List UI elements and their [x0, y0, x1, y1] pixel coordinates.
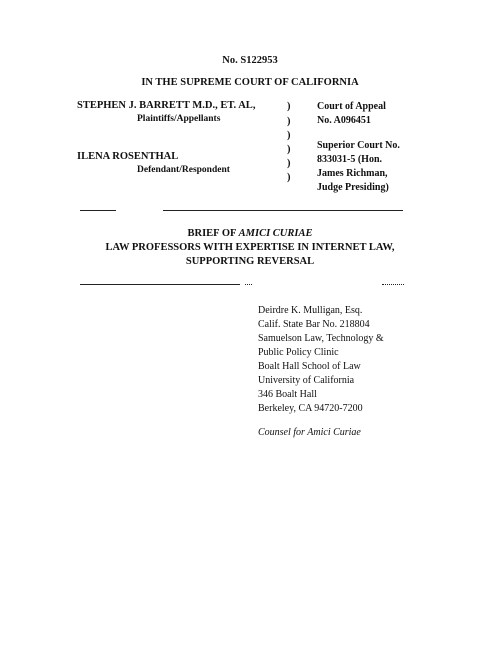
plaintiff-role: Plaintiffs/Appellants [137, 114, 221, 124]
brief-title-prefix: BRIEF OF [187, 228, 239, 239]
superior-court-line-3: James Richman, [317, 168, 388, 179]
court-of-appeal-number: No. A096451 [317, 115, 371, 126]
rule-lower-right [382, 284, 404, 285]
superior-court-line-2: 833031-5 (Hon. [317, 154, 382, 165]
case-number: No. S122953 [222, 55, 278, 66]
brief-title-amici: AMICI CURIAE [238, 228, 313, 239]
counsel-line-8: Berkeley, CA 94720-7200 [258, 403, 363, 414]
counsel-line-5: Boalt Hall School of Law [258, 361, 361, 372]
court-name: IN THE SUPREME COURT OF CALIFORNIA [141, 77, 359, 88]
defendant-role: Defendant/Respondent [137, 165, 230, 175]
paren-2: ) [287, 116, 291, 127]
counsel-line-6: University of California [258, 375, 355, 386]
plaintiff-name: STEPHEN J. BARRETT M.D., ET. AL, [77, 100, 256, 111]
counsel-line-3: Samuelson Law, Technology & [258, 333, 384, 344]
paren-4: ) [287, 144, 291, 155]
counsel-line-2: Calif. State Bar No. 218804 [258, 319, 370, 330]
counsel-for: Counsel for Amici Curiae [258, 427, 361, 438]
counsel-line-4: Public Policy Clinic [258, 347, 339, 358]
paren-5: ) [287, 158, 291, 169]
superior-court-line-1: Superior Court No. [317, 140, 400, 151]
brief-title [0, 228, 500, 239]
brief-title-line-2: LAW PROFESSORS WITH EXPERTISE IN INTERNET LAW, [105, 242, 395, 253]
counsel-line-1: Deirdre K. Mulligan, Esq. [258, 305, 363, 316]
court-of-appeal-label: Court of Appeal [317, 101, 386, 112]
rule-short [80, 210, 116, 211]
paren-3: ) [287, 130, 291, 141]
superior-court-line-4: Judge Presiding) [317, 182, 389, 193]
paren-1: ) [287, 101, 291, 112]
defendant-name: ILENA ROSENTHAL [77, 151, 179, 162]
rule-long [163, 210, 403, 211]
paren-6: ) [287, 172, 291, 183]
counsel-line-7: 346 Boalt Hall [258, 389, 317, 400]
rule-lower-dots [245, 284, 252, 285]
brief-title-line-3: SUPPORTING REVERSAL [185, 256, 315, 267]
rule-lower-left [80, 284, 240, 285]
